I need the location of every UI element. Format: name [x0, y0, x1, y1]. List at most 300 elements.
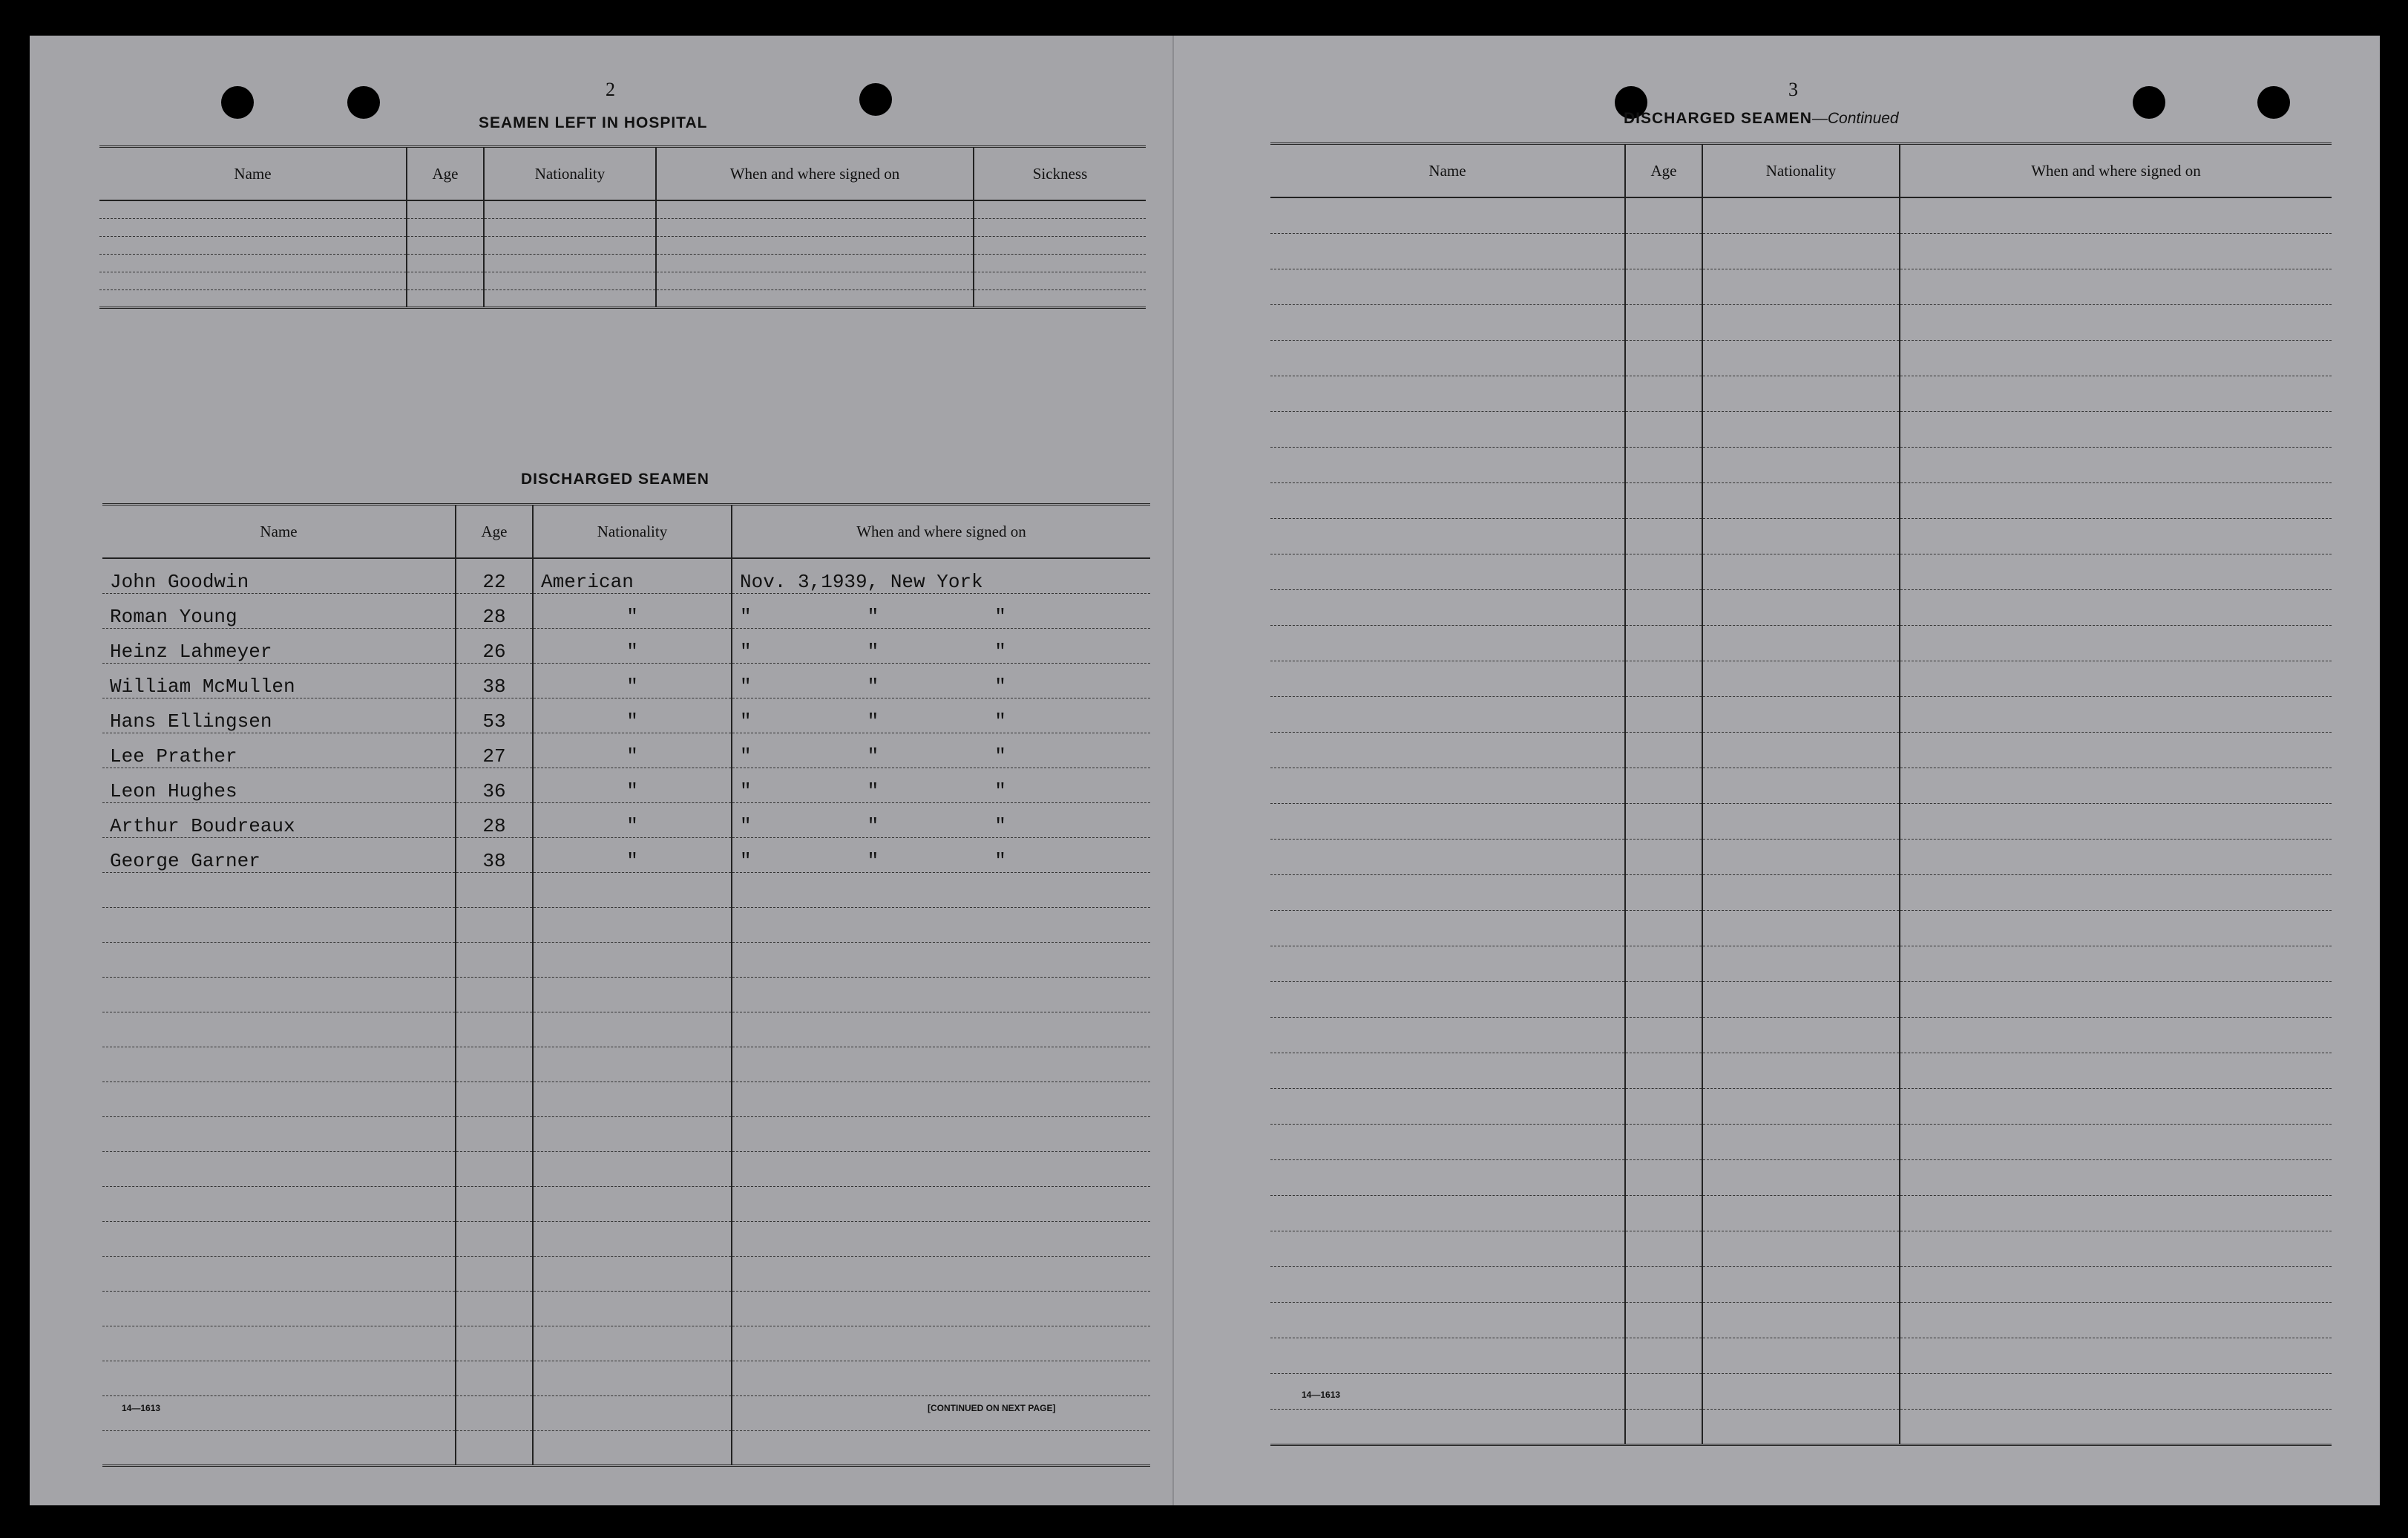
column-header: When and where signed on [732, 505, 1150, 559]
table-row [1270, 732, 2332, 768]
table-row [1270, 910, 2332, 946]
table-cell [732, 1116, 1150, 1151]
table-cell [1270, 910, 1625, 946]
table-row [1270, 269, 2332, 304]
page-number: 2 [606, 79, 615, 100]
table-cell [1270, 803, 1625, 839]
continued-note: [CONTINUED ON NEXT PAGE] [928, 1403, 1056, 1413]
table-cell [1900, 1017, 2332, 1053]
table-cell [1702, 839, 1900, 874]
table-cell [1900, 1053, 2332, 1088]
table-cell [1625, 874, 1702, 910]
table-row [102, 907, 1150, 942]
table-cell [1625, 1017, 1702, 1053]
table-cell [484, 254, 656, 272]
table-cell [1625, 1231, 1702, 1266]
table-cell [99, 200, 407, 218]
table-cell [1900, 269, 2332, 304]
heading-suffix: —Continued [1811, 110, 1899, 127]
table-row [102, 1186, 1150, 1221]
table-cell [732, 1047, 1150, 1081]
table-cell [456, 1430, 533, 1465]
table-cell [533, 942, 732, 977]
table-cell [1270, 981, 1625, 1017]
table-cell: Hans Ellingsen [102, 698, 456, 733]
table-cell [1625, 554, 1702, 589]
table-cell [1702, 946, 1900, 981]
form-code: 14—1613 [122, 1403, 161, 1413]
table-cell [456, 1395, 533, 1430]
table-cell [1625, 1053, 1702, 1088]
table-cell [484, 289, 656, 307]
table-cell [1270, 625, 1625, 661]
column-header: Age [456, 505, 533, 559]
table-cell [407, 200, 484, 218]
table-cell [456, 1221, 533, 1256]
table-row [1270, 1338, 2332, 1373]
table-cell [533, 1116, 732, 1151]
table-cell [1625, 304, 1702, 340]
table-cell [1900, 1338, 2332, 1373]
table-row [1270, 1088, 2332, 1124]
table-row [1270, 376, 2332, 411]
table-cell [102, 1081, 456, 1116]
table-cell: 38 [456, 837, 533, 872]
table-cell [1900, 411, 2332, 447]
table-cell [1900, 946, 2332, 981]
table-cell [1702, 1017, 1900, 1053]
table-cell [1702, 1409, 1900, 1444]
table-cell: " " " [732, 733, 1150, 768]
table-cell [1270, 340, 1625, 376]
table-cell [1625, 910, 1702, 946]
table-cell [102, 942, 456, 977]
table-cell [1702, 1302, 1900, 1338]
table-cell [1270, 447, 1625, 482]
table-cell [99, 254, 407, 272]
table-cell [1270, 589, 1625, 625]
table-cell [456, 1081, 533, 1116]
table-cell [1625, 197, 1702, 233]
table-row [102, 593, 1150, 628]
punch-hole [859, 83, 892, 116]
table-cell [656, 200, 974, 218]
column-header: Nationality [533, 505, 732, 559]
table-cell [1625, 1159, 1702, 1195]
discharged-continued-table [1270, 143, 2332, 1446]
table-cell: William McMullen [102, 663, 456, 698]
table-cell [1702, 589, 1900, 625]
table-row [1270, 768, 2332, 803]
table-row [1270, 1124, 2332, 1159]
table-cell [1270, 1088, 1625, 1124]
table-cell [974, 272, 1146, 289]
table-cell [102, 1361, 456, 1395]
table-cell [533, 1012, 732, 1047]
table-row [1270, 981, 2332, 1017]
table-cell: " [533, 593, 732, 628]
table-cell: " [533, 733, 732, 768]
table-row [1270, 874, 2332, 910]
table-cell [1625, 1088, 1702, 1124]
table-cell [1625, 1266, 1702, 1302]
table-cell [456, 977, 533, 1012]
table-cell [1900, 661, 2332, 696]
table-cell [656, 289, 974, 307]
table-cell [974, 236, 1146, 254]
table-cell [456, 1256, 533, 1291]
table-cell [1270, 1124, 1625, 1159]
table-cell [1702, 1195, 1900, 1231]
column-header: When and where signed on [1900, 144, 2332, 198]
table-row [1270, 625, 2332, 661]
table-cell [1625, 839, 1702, 874]
table-cell [533, 1395, 732, 1430]
table-row [1270, 340, 2332, 376]
table-cell [656, 236, 974, 254]
table-cell: 53 [456, 698, 533, 733]
table-cell [732, 1151, 1150, 1186]
table-row [102, 1081, 1150, 1116]
table-row [1270, 197, 2332, 233]
table-cell [1702, 732, 1900, 768]
table-row [102, 1221, 1150, 1256]
table-cell [1702, 197, 1900, 233]
table-cell [1625, 981, 1702, 1017]
punch-hole [2133, 86, 2165, 119]
table-cell [974, 254, 1146, 272]
table-cell [1625, 1338, 1702, 1373]
table-row [99, 236, 1146, 254]
table-cell [1625, 696, 1702, 732]
table-cell [99, 218, 407, 236]
table-cell: " " " [732, 768, 1150, 802]
table-cell [1900, 1231, 2332, 1266]
hospital-header-row [99, 147, 1146, 201]
discharged-header-row [102, 505, 1150, 559]
table-row [102, 1047, 1150, 1081]
column-header: Nationality [484, 147, 656, 201]
table-cell [732, 977, 1150, 1012]
table-cell [732, 1430, 1150, 1465]
table-cell [102, 977, 456, 1012]
discharged-continued-header-row [1270, 144, 2332, 198]
table-cell [456, 1012, 533, 1047]
table-cell [102, 1256, 456, 1291]
table-cell [1702, 661, 1900, 696]
right-page [1172, 36, 2380, 1505]
table-cell [407, 218, 484, 236]
table-cell [1900, 981, 2332, 1017]
table-row [1270, 554, 2332, 589]
table-cell [533, 1186, 732, 1221]
table-cell [1625, 482, 1702, 518]
table-row [1270, 482, 2332, 518]
table-row [1270, 1017, 2332, 1053]
table-cell [732, 1012, 1150, 1047]
table-cell [1900, 554, 2332, 589]
table-cell [1625, 1373, 1702, 1409]
table-cell [102, 907, 456, 942]
table-cell [1900, 1266, 2332, 1302]
table-cell [656, 254, 974, 272]
table-cell [484, 236, 656, 254]
table-cell [456, 1151, 533, 1186]
table-cell [1900, 839, 2332, 874]
table-cell [456, 1361, 533, 1395]
table-cell [1625, 269, 1702, 304]
column-header: Name [1270, 144, 1625, 198]
table-cell [1625, 732, 1702, 768]
table-cell [732, 1256, 1150, 1291]
table-cell [102, 1012, 456, 1047]
table-cell [484, 200, 656, 218]
table-row [102, 558, 1150, 593]
table-cell [1702, 874, 1900, 910]
table-cell [102, 1116, 456, 1151]
table-cell [1702, 233, 1900, 269]
table-cell [1900, 482, 2332, 518]
table-cell [1900, 768, 2332, 803]
table-cell [732, 1186, 1150, 1221]
table-cell: " " " [732, 628, 1150, 663]
table-cell [533, 907, 732, 942]
table-cell [1625, 340, 1702, 376]
table-row [1270, 839, 2332, 874]
table-cell [1270, 233, 1625, 269]
table-row [1270, 233, 2332, 269]
table-cell [656, 272, 974, 289]
table-cell [1270, 518, 1625, 554]
table-cell: Arthur Boudreaux [102, 802, 456, 837]
table-row [102, 663, 1150, 698]
table-cell [1625, 768, 1702, 803]
table-cell [1625, 803, 1702, 839]
table-cell [1900, 1159, 2332, 1195]
table-cell: American [533, 558, 732, 593]
table-row [1270, 946, 2332, 981]
table-row [99, 289, 1146, 307]
hospital-table [99, 145, 1146, 309]
table-cell: " [533, 768, 732, 802]
table-cell [456, 1116, 533, 1151]
table-cell [533, 1081, 732, 1116]
table-cell [1702, 768, 1900, 803]
table-cell [456, 1291, 533, 1326]
table-cell [1270, 197, 1625, 233]
table-cell: " " " [732, 837, 1150, 872]
table-row [102, 733, 1150, 768]
table-row [102, 1151, 1150, 1186]
table-cell [732, 1326, 1150, 1361]
table-row [102, 1256, 1150, 1291]
table-cell [1270, 1231, 1625, 1266]
table-cell [1702, 910, 1900, 946]
table-cell [1702, 696, 1900, 732]
table-cell [533, 1221, 732, 1256]
table-cell [1900, 447, 2332, 482]
table-row [102, 768, 1150, 802]
table-cell: " [533, 628, 732, 663]
table-cell [1270, 1159, 1625, 1195]
punch-hole [347, 86, 380, 119]
table-cell [407, 272, 484, 289]
table-cell [1625, 1409, 1702, 1444]
table-row [1270, 696, 2332, 732]
table-cell [1625, 661, 1702, 696]
table-cell [974, 289, 1146, 307]
table-cell [99, 289, 407, 307]
table-cell: " [533, 698, 732, 733]
table-cell [1900, 376, 2332, 411]
table-cell: Nov. 3,1939, New York [732, 558, 1150, 593]
table-cell [1900, 233, 2332, 269]
table-cell [1625, 233, 1702, 269]
table-cell [732, 1291, 1150, 1326]
table-cell [533, 1430, 732, 1465]
table-cell [1702, 447, 1900, 482]
table-cell: Heinz Lahmeyer [102, 628, 456, 663]
form-code: 14—1613 [1302, 1390, 1341, 1400]
table-cell [456, 1047, 533, 1081]
table-cell [533, 872, 732, 907]
table-cell: " " " [732, 663, 1150, 698]
table-row [1270, 1373, 2332, 1409]
table-cell: Roman Young [102, 593, 456, 628]
table-cell [456, 872, 533, 907]
hospital-heading: SEAMEN LEFT IN HOSPITAL [479, 114, 708, 131]
table-cell [456, 1186, 533, 1221]
table-row [1270, 1409, 2332, 1444]
column-header: Name [99, 147, 407, 201]
table-cell [1270, 732, 1625, 768]
table-row [99, 200, 1146, 218]
table-cell [102, 1291, 456, 1326]
table-cell [1900, 589, 2332, 625]
table-cell [732, 942, 1150, 977]
table-cell [1702, 1053, 1900, 1088]
table-cell [99, 236, 407, 254]
table-cell [1625, 1302, 1702, 1338]
table-cell [1702, 269, 1900, 304]
table-row [99, 254, 1146, 272]
table-cell [1702, 1159, 1900, 1195]
table-row [102, 1116, 1150, 1151]
table-cell [1702, 1088, 1900, 1124]
table-cell [1702, 518, 1900, 554]
table-cell [1625, 1195, 1702, 1231]
table-cell [1270, 1409, 1625, 1444]
table-row [99, 272, 1146, 289]
table-row [102, 837, 1150, 872]
table-cell [974, 218, 1146, 236]
table-cell [732, 1221, 1150, 1256]
table-cell [1702, 411, 1900, 447]
table-row [1270, 589, 2332, 625]
table-row [102, 628, 1150, 663]
table-cell [407, 289, 484, 307]
table-cell: 22 [456, 558, 533, 593]
discharged-continued-heading [1624, 110, 1899, 128]
table-row [1270, 1053, 2332, 1088]
table-cell [1270, 1053, 1625, 1088]
table-cell [533, 1047, 732, 1081]
table-row [1270, 411, 2332, 447]
table-cell [1270, 1195, 1625, 1231]
table-cell [656, 218, 974, 236]
table-cell [1270, 839, 1625, 874]
page-number: 3 [1788, 79, 1798, 100]
table-row [1270, 447, 2332, 482]
table-cell: " " " [732, 698, 1150, 733]
heading-text: DISCHARGED SEAMEN [1624, 110, 1812, 127]
table-row [99, 218, 1146, 236]
table-cell: John Goodwin [102, 558, 456, 593]
table-row [102, 802, 1150, 837]
punch-hole [221, 86, 254, 119]
left-page [30, 36, 1202, 1505]
table-cell [1900, 1088, 2332, 1124]
column-header: Age [1625, 144, 1702, 198]
table-cell: 36 [456, 768, 533, 802]
table-cell [102, 1186, 456, 1221]
table-cell: " [533, 837, 732, 872]
column-header: When and where signed on [656, 147, 974, 201]
table-cell [1702, 554, 1900, 589]
table-row [1270, 1195, 2332, 1231]
table-cell [1900, 1195, 2332, 1231]
table-cell [1270, 269, 1625, 304]
table-cell [1625, 376, 1702, 411]
table-cell [732, 1081, 1150, 1116]
table-row [1270, 661, 2332, 696]
table-cell [1702, 340, 1900, 376]
table-cell [1900, 304, 2332, 340]
table-cell [1900, 1302, 2332, 1338]
table-cell [456, 1326, 533, 1361]
table-cell: 27 [456, 733, 533, 768]
table-cell [1270, 768, 1625, 803]
table-cell [1702, 1373, 1900, 1409]
table-row [102, 1430, 1150, 1465]
table-row [102, 977, 1150, 1012]
table-cell [1702, 482, 1900, 518]
table-cell: 28 [456, 802, 533, 837]
table-cell [1900, 625, 2332, 661]
table-cell [99, 272, 407, 289]
table-cell [1900, 1124, 2332, 1159]
table-cell [1900, 1409, 2332, 1444]
table-row [102, 1361, 1150, 1395]
table-cell: " [533, 663, 732, 698]
table-cell [1900, 732, 2332, 768]
table-cell [102, 872, 456, 907]
column-header: Nationality [1702, 144, 1900, 198]
table-cell [533, 1151, 732, 1186]
table-cell [1702, 304, 1900, 340]
table-cell [1702, 1266, 1900, 1302]
table-cell [1270, 554, 1625, 589]
table-cell [1625, 946, 1702, 981]
table-row [1270, 304, 2332, 340]
table-cell [732, 872, 1150, 907]
table-cell: Lee Prather [102, 733, 456, 768]
table-row [1270, 1231, 2332, 1266]
table-cell [1625, 589, 1702, 625]
table-cell [1625, 447, 1702, 482]
table-cell [484, 218, 656, 236]
table-cell [1900, 874, 2332, 910]
